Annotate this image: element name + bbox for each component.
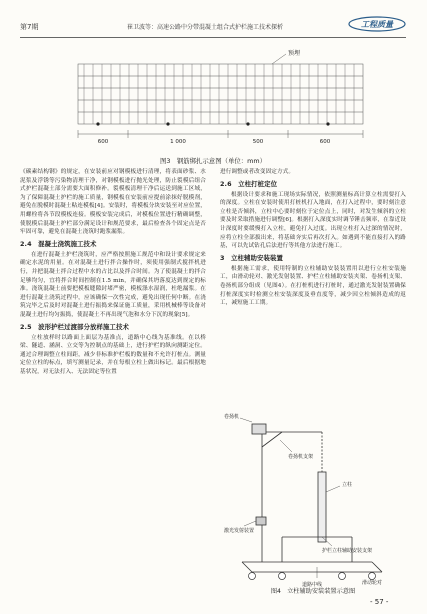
column-installation-device-diagram [222,412,404,588]
journal-logo [348,16,406,32]
fig3-dim-3: 500 [252,139,264,145]
paragraph: 在进行混凝土护栏浇筑时，应严格按照施工规范中和设计要求规定来确定水泥的用量。在对混凝土进行拌合操作时，须使用强制式搅拌机进行，并把混凝土拌合过程中水的占比以及拌合时间。为了使混凝土的拌合足够均匀，宜将拌合时间控制在1.5 min，并确保其坍落度达到规定的标准。浇筑混凝土前要把模板缝隙封堵严密，模板涤水湿润，杜绝漏浆。在进行混凝土浇筑过程中，应该确保一次性完成，避免出现任何中断。在浇筑完毕之后及时对混凝土进行振捣来保证施工质量，采用机械棒等设备对混凝土进行均匀振捣，使混凝土不再出现气泡和水分下沉的现象[5]。 [20,251,206,318]
paragraph: 根据施工需求，使用特制的立柱辅助安装装置用以进行立柱安装施工，由滑动轮对、激光发射装置、护栏立柱辅助安装夹架、卷扬机支架、卷扬机部分组成（见图4）。在打桩机进行打桩时，通过激光发射装置确保打桩深度实时检测立柱安装深度及垂直度等，减少因立柱倾斜造成的返工，减短施工工期。 [220,265,406,307]
figure3-caption: 图3 钢筋绑扎示意图（单位：mm） [160,157,266,165]
left-column [20,168,206,376]
page-number: - 57 - [370,598,389,606]
fig4-label-wheels: 滑动轮对 [362,580,383,586]
fig4-label-winch-frame: 卷扬机支架 [288,454,314,460]
issue-number: 第7期 [20,23,39,31]
fig4-label-road-centerline: 道路中线 [302,582,323,588]
paragraph: 《碳素结构钢》的规定，在安装前应对钢模板进行清理，将表面砂浆、水泥浆及浮锈等污染物清理干净，对钢模板进行抛光处理，防止裂模后组合式护栏混凝土部分需要大面积修补。裂模板清理干净后运送到施工区域，为了保障混凝土护栏的施工质量，钢模板在安装前应提前涂抹好脱模剂，避免在脱模时混凝土粘连模板[4]。安装时，将模板分块安装至对应位置，用螺栓将各节段模板连接。模板安装完成后，对模板位置进行精确调整，使脱模后混凝土护栏部分满足设计和规范要求，最后检查各个固定点是否牢固可靠，避免在混凝土浇筑时跑浆漏浆。 [20,169,206,236]
section-heading-2-5: 2.5 波形护栏过渡部分放样施工技术 [20,322,129,331]
right-column [220,168,406,308]
section-heading-2-4: 2.4 混凝土浇筑施工技术 [20,239,97,248]
header-rule [20,37,406,38]
running-title: 崔卫波等：高速公路中分带混凝土组合式护栏施工技术探析 [126,24,283,31]
section-heading-3: 3 立柱辅助安装装置 [220,253,283,262]
fig4-label-bracket: 护栏立柱辅助安装支架 [322,548,373,554]
rebar-binding-diagram [58,46,383,146]
fig3-dim-1: 600 [97,139,109,145]
figure4-caption: 图4 立柱辅助安装装置示意图 [270,588,356,595]
fig3-callout: 预埋 [288,50,301,57]
fig4-label-column: 立柱 [342,482,353,488]
section-heading-2-6: 2.6 立柱打桩定位 [220,179,278,188]
fig4-label-laser: 激光发射装置 [224,528,255,534]
paragraph: 根据设计要求和施工现场实际情况，依照测量标高计算立柱需要打入的深度。立柱在安装时使用打桩机打入地面，在打入过程中，要时刻注意立柱是否倾斜，立柱中心要时刻位于定位点上，同时，对发生倾斜的立柱要及时采取措施进行调整[6]。根据打入深度实时调节锤击频率，在靠近设计深度时要缓慢打入立柱，避免打入过度。出现立柱打入过深的情况时，应将立柱全部拔出来，将基础夯实后再次打入。如遇到不能直接打入的路基，可以先试钻孔后法进行等其他方法进行施工。 [220,191,406,250]
paragraph: 立柱放样时以路面上面层为基准点，道路中心线为基准线。在以桥梁、隧道、涵洞、立交等为控制点的基础上，进行护栏的纵向测距定位。通过合理调整立柱间距，减少非标准护栏板的数量和不允许打桩点。测量定位立柱的标点，填写测量记录，并在每根立柱上做出标记。最后根据地基状况，对无法打入、无法固定等位置 [20,334,206,375]
fig3-dim-4: 600 [319,139,331,145]
fig4-label-winch: 卷扬机 [224,414,240,420]
svg-text:工程质量: 工程质量 [361,20,393,29]
paragraph: 进行调整或者改变固定方式。 [220,169,295,175]
fig3-dim-2: 1 000 [170,139,186,145]
